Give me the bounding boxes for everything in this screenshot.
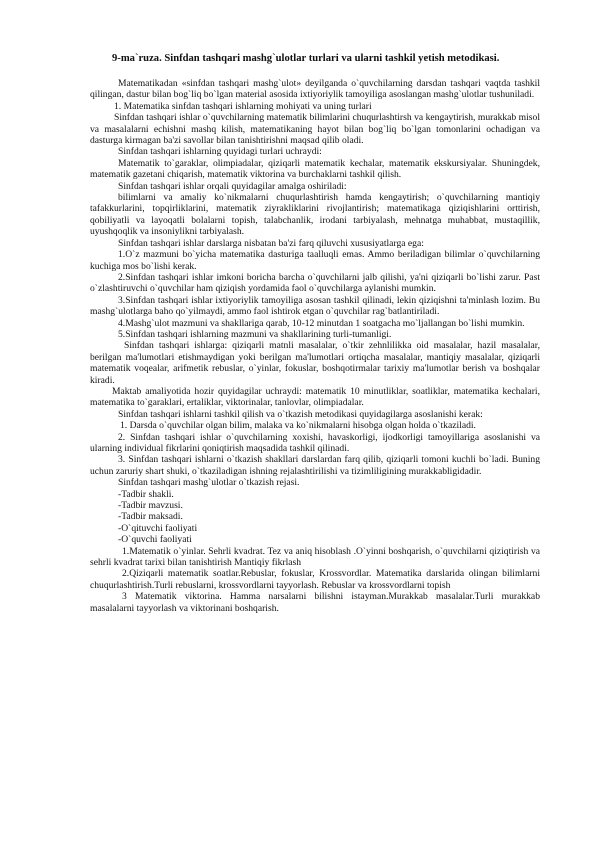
paragraph: 5.Sinfdan tashqari ishlarning mazmuni va shakllarining turli-tumanligi.: [118, 328, 392, 340]
document-body: [90, 78, 540, 614]
paragraph: -Tadbir mavzusi.: [118, 500, 183, 512]
paragraph: 2.Qiziqarli matematik soatlar.Rebuslar, fokuslar, Krossvordlar. Matematika darslarida olingan bilimlarni chuqurlashtirish.Turli rebuslarni, krossvordlarni tayyorlash. Rebuslar va krossvordlarni topish: [90, 568, 540, 591]
paragraph: 1. Darsda o`quvchilar olgan bilim, malaka va ko`nikmalarni hisobga olgan holda o`tkaziladi.: [120, 420, 476, 432]
paragraph: 3 Matematik viktorina. Hamma narsalarni bilishni istayman.Murakkab masalalar.Turli murakkab masalalarni tayyorlash va viktorinani boshqarish.: [90, 591, 540, 614]
paragraph: 1.Matematik o`yinlar. Sehrli kvadrat. Tez va aniq hisoblash .O`yinni boshqarish, o`quvchilarni qiziqtirish va sehrli kvadrat tarixi bilan tanishtirish Mantiqiy fikrlash: [90, 545, 540, 569]
paragraph: Matematikadan «sinfdan tashqari mashg`ulot» deyilganda o`quvchilarning darsdan tashqari vaqtda tashkil qilingan, dastur bilan bog`liq bo`lgan material asosida ixtiyoriylik tamoyiliga asoslangan mashg`ulotlar tushuniladi.: [90, 78, 540, 101]
paragraph: -O`quvchi faoliyati: [118, 534, 192, 546]
paragraph: -Tadbir maksadi.: [118, 511, 183, 523]
paragraph: 4.Mashg`ulot mazmuni va shakllariga qarab, 10-12 minutdan 1 soatgacha mo`ljallangan bo`lishi mumkin.: [118, 317, 525, 329]
paragraph: 3.Sinfdan tashqari ishlar ixtiyoriylik tamoyiliga asosan tashkil qilinadi, lekin qiziqishni ta'minlash lozim. Bu mashg`ulotlarga baho qo`yilmaydi, ammo faol ishtirok etgan o`quvchilar rag`batlantiriladi.: [90, 294, 540, 318]
paragraph: 1. Matematika sinfdan tashqari ishlarning mohiyati va uning turlari: [114, 100, 372, 112]
paragraph: -O`qituvchi faoliyati: [118, 522, 198, 534]
paragraph: Sinfdan tashqari ishlar o`quvchilarning matematik bilimlarini chuqurlashtirsh va kengaytirish, murakkab misol va masalalarni echishni mashq kilish, matematikaning hayot bilan bog`liq bo`lgan tomonlarini ochadigan va dasturga kirmagan ba'zi savollar bilan tanishtirishni maqsad qilib oladi.: [90, 112, 540, 147]
paragraph: Sinfdan tashqari ishlarning quyidagi turlari uchraydi:: [118, 146, 322, 158]
paragraph: Sinfdan tashqari ishlar orqali quyidagilar amalga oshiriladi:: [118, 180, 347, 192]
paragraph: Maktab amaliyotida hozir quyidagilar uchraydi: matematik 10 minutliklar, soatliklar, matematika kechalari, matematika to`garaklari, ertaliklar, viktorinalar, tanlovlar, olimpiadalar.: [90, 385, 540, 409]
paragraph: bilimlarni va amaliy ko`nikmalarni chuqurlashtirish hamda kengaytirish; o`quvchilarning mantiqiy tafakkurlarini, topqirliklarini, matematik ziyrakliklarini rivojlantirish; matematikaga qiziqishlarini orttirish, qobiliyatli va layoqatli bolalarni topish, talabchanlik, irodani tarbiyalash, mehnatga muhabbat, mustaqillik, uyushqoqlik va insoniylikni tarbiyalash.: [90, 192, 540, 238]
paragraph: Matematik to`garaklar, olimpiadalar, qiziqarli matematik kechalar, matematik ekskursiyalar. Shuningdek, matematik gazetani chiqarish, matematik viktorina va burchaklarni tashkil qilish.: [90, 157, 540, 181]
paragraph: Sinfdan tashqari ishlarni tashkil qilish va o`tkazish metodikasi quyidagilarga asoslanishi kerak:: [118, 408, 483, 420]
paragraph: -Tadbir shakli.: [118, 488, 174, 500]
paragraph: 2. Sinfdan tashqari ishlar o`quvchilarning xoxishi, havaskorligi, ijodkorligi tamoyillariga asoslanishi va ularning individual fikrlarini qoniqtirish maqsadida tashkil qilinadi.: [90, 431, 540, 454]
paragraph: 1.O`z mazmuni bo`yicha matematika dasturiga taalluqli emas. Ammo beriladigan bilimlar o`quvchilarning kuchiga mos bo`lishi kerak.: [90, 249, 540, 272]
paragraph: 3. Sinfdan tashqari ishlarni o`tkazish shakllari darslardan farq qilib, qiziqarli tomoni kuchli bo`ladi. Buning uchun zaruriy shart shuki, o`tkaziladigan ishning rejalashtirilishi va tizimliligining murakkabligidadir.: [90, 454, 540, 477]
paragraph: Sinfdan tashqari mashg`ulotlar o`tkazish rejasi.: [118, 477, 300, 489]
paragraph: Sinfdan tashqari ishlarga: qiziqarli matnli masalalar, o`tkir zehnlilikka oid masalalar, hazil masalalar, berilgan ma'lumotlari etishmaydigan yoki berilgan ma'lumotlari ortiqcha masalalar, mantiqiy masalalar, qiziqarli matematik voqealar, arifmetik rebuslar, o`yinlar, fokuslar, boshqotirmalar tarixiy ma'lumotlar berish va boshqalar kiradi.: [90, 340, 540, 386]
paragraph: Sinfdan tashqari ishlar darslarga nisbatan ba'zi farq qiluvchi xususiyatlarga ega:: [118, 237, 424, 249]
lecture-title: 9-ma`ruza. Sinfdan tashqari mashg`ulotlar turlari va ularni tashkil yetish metodikasi.: [112, 53, 500, 64]
paragraph: 2.Sinfdan tashqari ishlar imkoni boricha barcha o`quvchilarni jalb qilishi, ya'ni qiziqarli bo`lishi zarur. Past o`zlashtiruvchi o`quvchilar ham qiziqish yordamida faol o`quvchilarga aylanishi mumkin.: [90, 271, 540, 295]
